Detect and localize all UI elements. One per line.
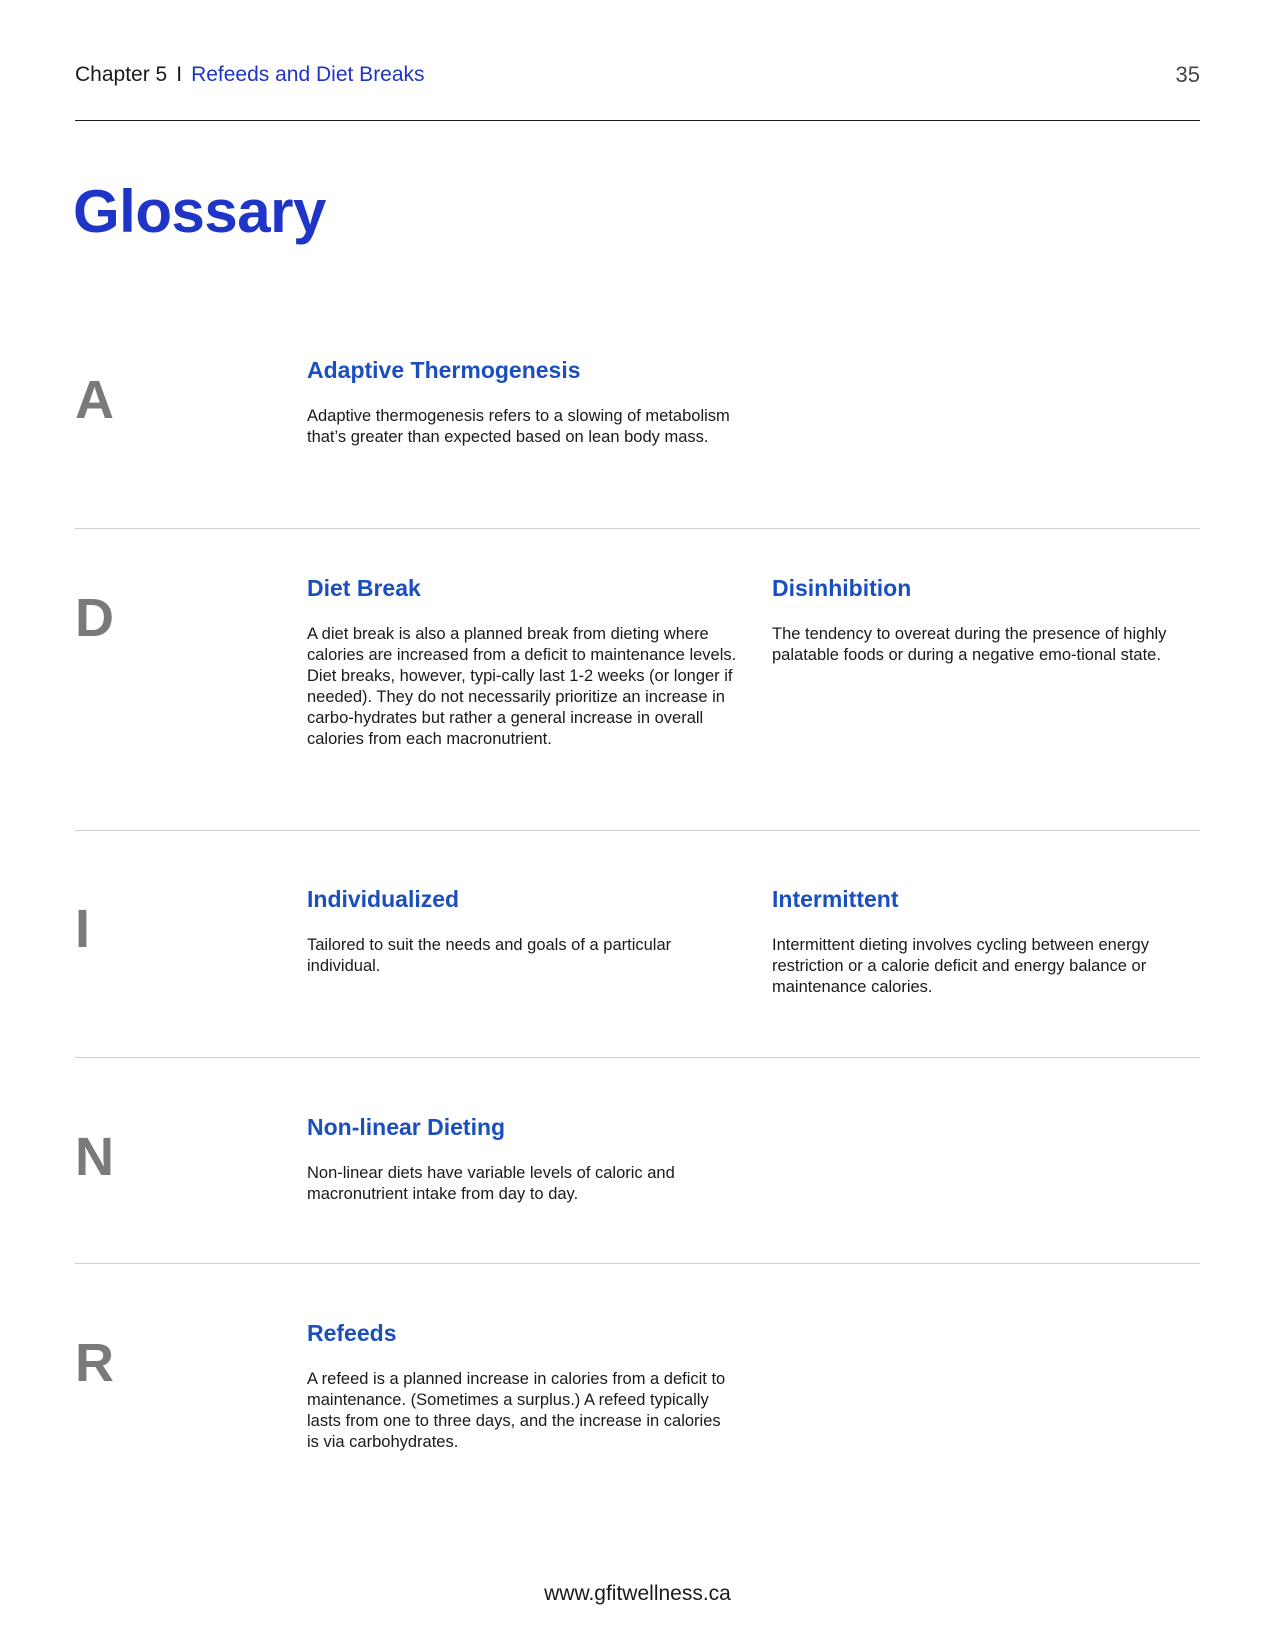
glossary-section-i xyxy=(75,830,1200,1058)
glossary-term: Adaptive Thermogenesis xyxy=(307,357,581,383)
glossary-entry xyxy=(307,575,737,750)
glossary-definition: Adaptive thermogenesis refers to a slowing of metabolism that’s greater than expected based on lean body mass. xyxy=(307,406,730,446)
chapter-title: Refeeds and Diet Breaks xyxy=(191,63,425,86)
page-number: 35 xyxy=(1175,62,1200,87)
glossary-entry xyxy=(307,1320,737,1453)
glossary-definition: The tendency to overeat during the presence of highly palatable foods or during a negative emo-tional state. xyxy=(772,624,1167,664)
page-header xyxy=(75,60,1200,121)
glossary-term: Non-linear Dieting xyxy=(307,1114,506,1140)
glossary-entry xyxy=(307,886,737,977)
glossary-section-a xyxy=(75,340,1200,529)
chapter-heading xyxy=(75,63,425,87)
section-letter: N xyxy=(75,1127,114,1187)
glossary-definition: A diet break is also a planned break from dieting where calories are increased from a deficit to maintenance levels. Diet breaks, however, typi-cally last 1-2 weeks (or longer if needed). They do not necessarily prioritize an increase in carbo-hydrates but rather a general increase in overall calories from each macronutrient. xyxy=(307,624,737,748)
glossary-definition: A refeed is a planned increase in calories from a deficit to maintenance. (Sometimes a surplus.) A refeed typically lasts from one to three days, and the increase in calories is via carbohydrates. xyxy=(307,1369,726,1451)
glossary-term: Diet Break xyxy=(307,575,421,601)
section-letter: D xyxy=(75,588,114,648)
page-title: Glossary xyxy=(73,178,326,245)
glossary-term: Intermittent xyxy=(772,886,899,912)
glossary-term: Refeeds xyxy=(307,1320,397,1346)
glossary-definition: Tailored to suit the needs and goals of a particular individual. xyxy=(307,935,672,975)
header-separator: I xyxy=(176,63,183,86)
chapter-label: Chapter 5 xyxy=(75,63,168,86)
glossary-entry xyxy=(307,1114,737,1205)
glossary-term: Disinhibition xyxy=(772,575,912,601)
glossary-entry xyxy=(307,357,737,448)
glossary-section-r xyxy=(75,1263,1200,1463)
glossary-entry xyxy=(772,886,1202,998)
section-letter: I xyxy=(75,899,91,959)
glossary-definition: Intermittent dieting involves cycling between energy restriction or a calorie deficit and energy balance or maintenance calories. xyxy=(772,935,1149,996)
footer-url: www.gfitwellness.ca xyxy=(544,1582,731,1605)
section-letter: R xyxy=(75,1333,114,1393)
section-letter: A xyxy=(75,370,114,430)
glossary-definition: Non-linear diets have variable levels of caloric and macronutrient intake from day to day. xyxy=(307,1163,675,1203)
glossary-entry xyxy=(772,575,1202,666)
glossary-section-d xyxy=(75,528,1200,831)
glossary-section-n xyxy=(75,1057,1200,1264)
glossary-term: Individualized xyxy=(307,886,460,912)
